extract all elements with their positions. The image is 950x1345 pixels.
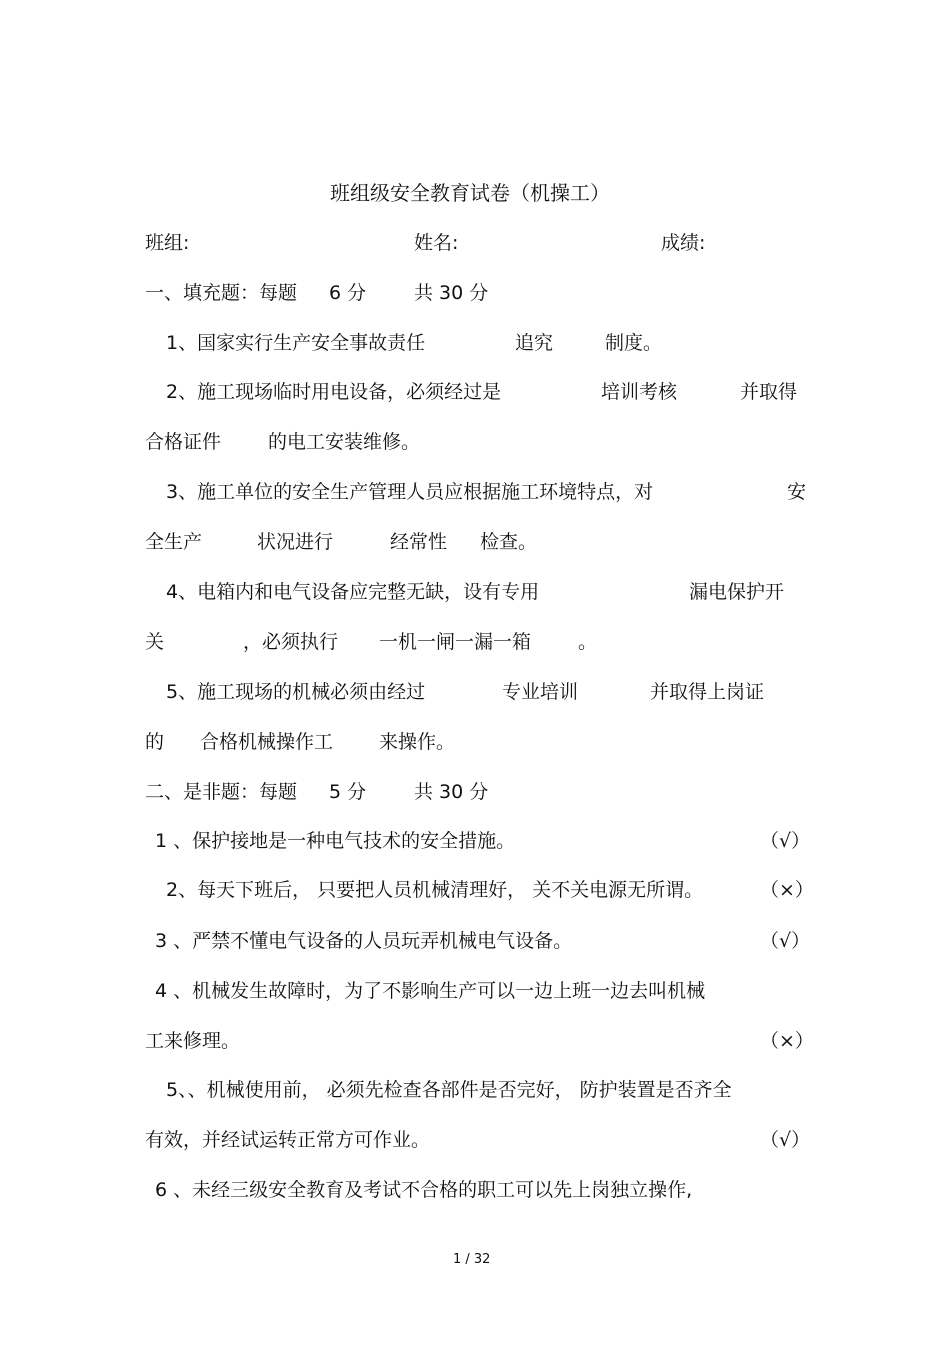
tf-q1-answer: （√） <box>760 830 811 852</box>
fill-q2-end: 的电工安装维修。 <box>268 431 421 453</box>
fill-q4-text: 4、电箱内和电气设备应完整无缺，设有专用 <box>166 581 540 603</box>
fill-q4-answer1-part1: 漏电保护开 <box>689 581 785 603</box>
tf-q2-text: 2、每天下班后， 只要把人员机械清理好， 关不关电源无所谓。 <box>166 879 704 901</box>
fill-q2-answer1: 培训考核 <box>601 381 678 403</box>
tf-q6-line1: 6 、未经三级安全教育及考试不合格的职工可以先上岗独立操作, <box>155 1179 693 1201</box>
fill-q4-answer2: 一机一闸一漏一箱 <box>379 631 532 653</box>
fill-q3-mid: 状况进行 <box>257 531 334 553</box>
section2-points-each: 5 分 <box>329 781 367 803</box>
page-title: 班组级安全教育试卷（机操工） <box>330 181 610 205</box>
tf-q4-line2: 工来修理。 <box>145 1030 241 1052</box>
fill-q4-end: 。 <box>578 631 598 653</box>
page-number: 1 / 32 <box>453 1252 491 1267</box>
fill-q2-mid: 并取得 <box>740 381 798 403</box>
section2-total: 共 30 分 <box>414 781 489 803</box>
fill-q3-end: 检查。 <box>480 531 538 553</box>
fill-q4-mid: ，必须执行 <box>243 631 339 653</box>
tf-q5-line1: 5、、机械使用前， 必须先检查各部件是否完好， 防护装置是否齐全 <box>166 1079 732 1101</box>
tf-q3-answer: （√） <box>760 930 811 952</box>
fill-q3-answer2: 经常性 <box>390 531 448 553</box>
fill-q5-end: 来操作。 <box>379 731 456 753</box>
score-label: 成绩: <box>661 232 706 254</box>
tf-q4-line1: 4 、机械发生故障时，为了不影响生产可以一边上班一边去叫机械 <box>155 980 706 1002</box>
fill-q5-mid: 并取得上岗证 <box>650 681 765 703</box>
fill-q5-mid2: 的 <box>145 731 165 753</box>
fill-q1-end: 制度。 <box>605 332 663 354</box>
team-label: 班组: <box>145 232 190 254</box>
tf-q5-answer: （√） <box>760 1129 811 1151</box>
fill-q5-answer2: 合格机械操作工 <box>200 731 334 753</box>
name-label: 姓名: <box>414 232 459 254</box>
fill-q3-text: 3、施工单位的安全生产管理人员应根据施工环境特点，对 <box>166 481 654 503</box>
tf-q1-text: 1 、保护接地是一种电气技术的安全措施。 <box>155 830 516 852</box>
tf-q3-text: 3 、严禁不懂电气设备的人员玩弄机械电气设备。 <box>155 930 573 952</box>
tf-q2-answer: （×） <box>760 879 814 901</box>
tf-q4-answer: （×） <box>760 1030 814 1052</box>
section1-points-each: 6 分 <box>329 282 367 304</box>
fill-q4-answer1-part2: 关 <box>145 631 165 653</box>
section1-total: 共 30 分 <box>414 282 489 304</box>
section1-heading: 一、填充题：每题 <box>145 282 298 304</box>
fill-q5-text: 5、施工现场的机械必须由经过 <box>166 681 426 703</box>
fill-q3-answer1-part2: 全生产 <box>145 531 203 553</box>
fill-q1-text: 1、国家实行生产安全事故责任 <box>166 332 426 354</box>
fill-q5-answer1: 专业培训 <box>502 681 579 703</box>
fill-q3-answer1-part1: 安 <box>787 481 807 503</box>
tf-q5-line2: 有效，并经试运转正常方可作业。 <box>145 1129 431 1151</box>
fill-q1-answer: 追究 <box>515 332 554 354</box>
section2-heading: 二、是非题：每题 <box>145 781 298 803</box>
fill-q2-answer2: 合格证件 <box>145 431 222 453</box>
fill-q2-text: 2、施工现场临时用电设备，必须经过是 <box>166 381 502 403</box>
